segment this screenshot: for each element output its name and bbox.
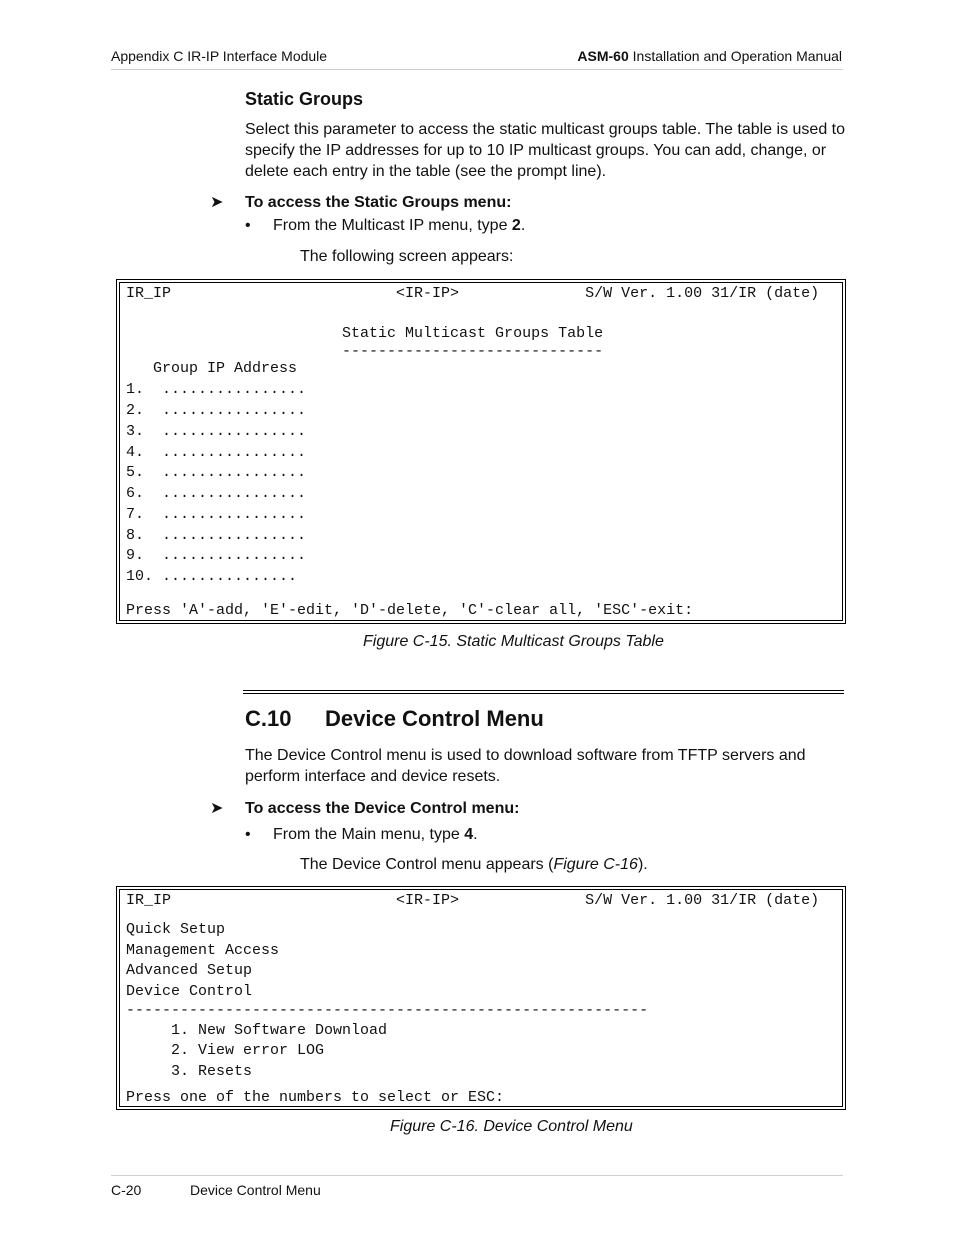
screen-line: 6. ................ xyxy=(126,485,307,502)
menu-item-device-control: Device Control xyxy=(126,983,253,1000)
screen-line: 5. ................ xyxy=(126,464,307,481)
screen-prompt: Press 'A'-add, 'E'-edit, 'D'-delete, 'C'-clear all, 'ESC'-exit: xyxy=(126,602,694,619)
bullet-key: 4 xyxy=(464,826,474,843)
figure-caption: Figure C-15. Static Multicast Groups Table xyxy=(363,633,664,650)
section-heading xyxy=(245,706,544,732)
device-control-procedure xyxy=(210,798,519,818)
static-groups-note: The following screen appears: xyxy=(300,248,514,265)
static-groups-heading: Static Groups xyxy=(245,89,364,109)
bullet-key: 2 xyxy=(511,217,521,234)
menu-item-management-access: Management Access xyxy=(126,942,280,959)
section-rule xyxy=(243,690,844,694)
screen-line: IR_IP <IR-IP> S/W Ver. 1.00 31/IR (date) xyxy=(126,285,820,302)
menu-option-software-download: 1. New Software Download xyxy=(126,1022,388,1039)
screen-line: 8. ................ xyxy=(126,527,307,544)
manual-product-name: ASM-60 xyxy=(577,48,629,64)
screen-line: Static Multicast Groups Table xyxy=(126,325,604,342)
screen-line: 1. ................ xyxy=(126,381,307,398)
bullet-text: From the Main menu, type xyxy=(273,826,465,843)
screen-line: 10. ............... xyxy=(126,568,298,585)
screen-line: 2. ................ xyxy=(126,402,307,419)
screen-line: 3. ................ xyxy=(126,423,307,440)
menu-item-quick-setup: Quick Setup xyxy=(126,921,226,938)
menu-item-advanced-setup: Advanced Setup xyxy=(126,962,253,979)
bullet-text: From the Multicast IP menu, type xyxy=(273,217,512,234)
figure-reference: Figure C-16 xyxy=(553,856,638,873)
screen-line: 9. ................ xyxy=(126,547,307,564)
manual-title: Installation and Operation Manual xyxy=(628,48,842,64)
static-groups-procedure xyxy=(210,192,511,212)
running-header-right xyxy=(577,48,842,64)
menu-option-resets: 3. Resets xyxy=(126,1063,253,1080)
figure-caption: Figure C-16. Device Control Menu xyxy=(390,1118,633,1135)
static-groups-screen xyxy=(116,279,846,624)
screen-line: 4. ................ xyxy=(126,444,307,461)
menu-option-error-log: 2. View error LOG xyxy=(126,1042,325,1059)
screen-inner-border xyxy=(119,889,843,1107)
bullet-end: . xyxy=(473,826,478,843)
screen-line: IR_IP <IR-IP> S/W Ver. 1.00 31/IR (date) xyxy=(126,892,820,909)
note-text: The Device Control menu appears ( xyxy=(300,856,554,873)
screen-line: ----------------------------- xyxy=(126,343,604,360)
screen-line: Group IP Address xyxy=(126,360,298,377)
static-groups-bullet xyxy=(245,217,525,235)
procedure-arrow-icon: ➤ xyxy=(210,800,224,817)
footer-section: Device Control Menu xyxy=(190,1182,321,1198)
procedure-label: To access the Static Groups menu: xyxy=(245,194,512,211)
footer-rule xyxy=(111,1175,843,1176)
procedure-label: To access the Device Control menu: xyxy=(245,800,520,817)
note-end: ). xyxy=(637,856,648,873)
screen-prompt: Press one of the numbers to select or ESC: xyxy=(126,1089,505,1106)
running-header-left: Appendix C IR-IP Interface Module xyxy=(111,48,328,64)
bullet-icon: • xyxy=(245,217,251,234)
bullet-icon: • xyxy=(245,826,251,843)
section-title: Device Control Menu xyxy=(325,706,544,731)
device-control-bullet xyxy=(245,826,478,844)
device-control-paragraph: The Device Control menu is used to download software from TFTP servers and perform interface and device resets. xyxy=(245,747,806,785)
device-control-screen xyxy=(116,886,846,1110)
page-number: C-20 xyxy=(111,1182,142,1198)
procedure-arrow-icon: ➤ xyxy=(210,194,224,211)
bullet-end: . xyxy=(520,217,526,234)
header-rule xyxy=(111,69,843,70)
section-number: C.10 xyxy=(245,706,292,731)
device-control-note xyxy=(300,856,648,874)
screen-inner-border xyxy=(119,282,843,621)
screen-line: 7. ................ xyxy=(126,506,307,523)
screen-separator: ---------------------------------------------------------- xyxy=(126,1002,649,1019)
static-groups-paragraph: Select this parameter to access the static multicast groups table. The table is used to specify the IP addresses for up to 10 IP multicast groups. You can add, change, or delete each entry in the table (see the prompt line). xyxy=(245,121,846,180)
